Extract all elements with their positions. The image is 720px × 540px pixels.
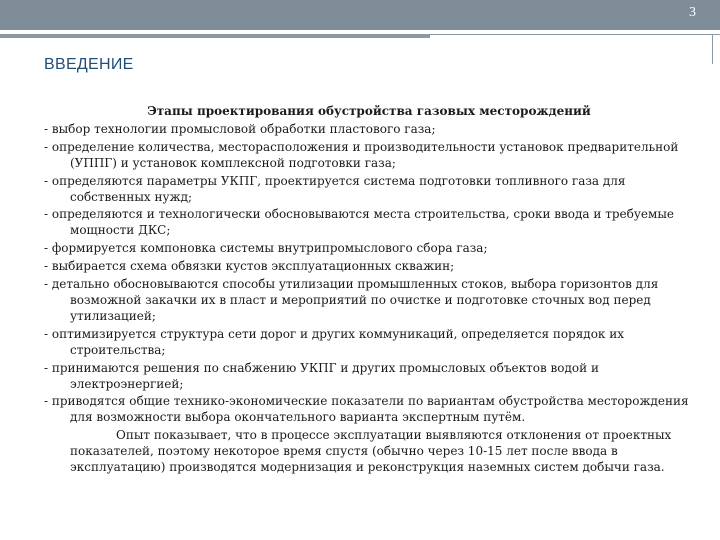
slide-number: 3 (689, 5, 696, 20)
list-item: - выбирается схема обвязки кустов эксплуатационных скважин; (44, 259, 455, 274)
header-divider-thin (430, 34, 720, 35)
list-item: - определение количества, месторасположения и производительности установок предварительной (УППГ) и установок комплексной подготовки газа; (44, 139, 679, 170)
list-item: - выбор технологии промысловой обработки пластового газа; (44, 121, 436, 136)
list-item: - определяются и технологически обосновываются места строительства, сроки ввода и требуемые мощности ДКС; (44, 207, 674, 238)
list-item: - оптимизируется структура сети дорог и других коммуникаций, определяется порядок их строительства; (44, 326, 624, 357)
header-corner-line (712, 34, 713, 64)
list-item: - приводятся общие технико-экономические показатели по вариантам обустройства месторождения для возможности выбора окончательного варианта экспертным путём. (44, 394, 689, 425)
slide-body (44, 104, 694, 476)
slide-header-bar (0, 0, 720, 30)
closing-paragraph: Опыт показывает, что в процессе эксплуатации выявляются отклонения от проектных показателей, поэтому некоторое время спустя (обычно через 10-15 лет после ввода в эксплуатацию) производятся модернизация и реконструкция наземных систем добычи газа. (70, 428, 672, 475)
list-item: - принимаются решения по снабжению УКПГ и других промысловых объектов водой и электроэнергией; (44, 360, 599, 391)
list-item: - детально обосновываются способы утилизации промышленных стоков, выбора горизонтов для возможной закачки их в пласт и мероприятий по очистке и подготовке сточных вод перед утилизацией; (44, 277, 659, 323)
stages-list (44, 122, 694, 426)
list-item: - формируется компоновка системы внутрипромыслового сбора газа; (44, 241, 488, 256)
slide-title: ВВЕДЕНИЕ (44, 56, 134, 73)
list-item: - определяются параметры УКПГ, проектируется система подготовки топливного газа для собственных нужд; (44, 173, 626, 204)
section-subheading: Этапы проектирования обустройства газовых месторождений (147, 104, 591, 118)
header-divider (0, 34, 430, 38)
